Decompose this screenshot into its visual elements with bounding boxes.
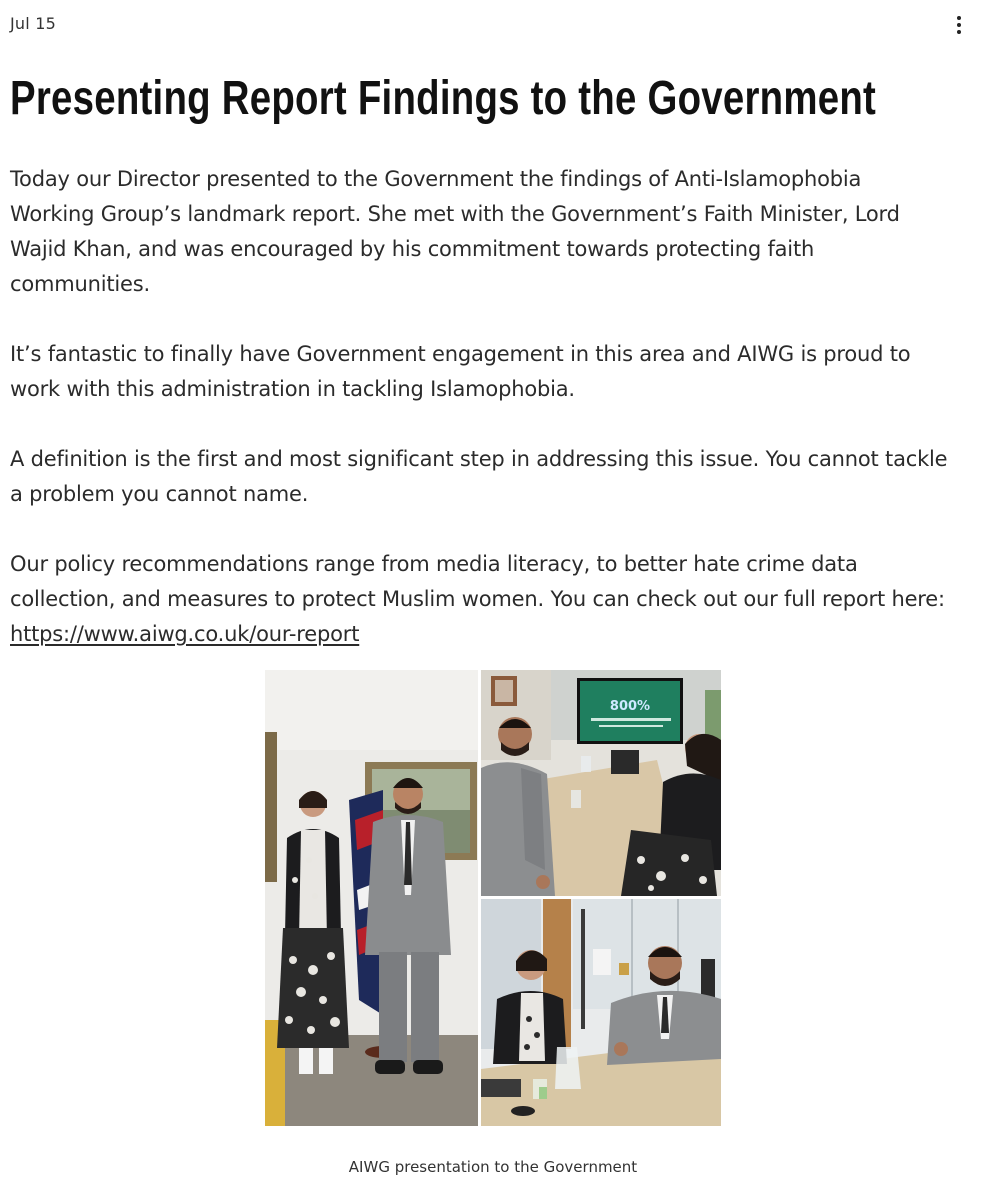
photo-caption: AIWG presentation to the Government bbox=[348, 1158, 638, 1176]
photo-meeting-seated[interactable] bbox=[481, 899, 721, 1126]
more-options-button[interactable] bbox=[944, 12, 974, 38]
post-paragraph-with-link bbox=[10, 547, 950, 652]
post-paragraph: Today our Director presented to the Government the findings of Anti-Islamophobia Working Group’s landmark report. She met with the Government’s Faith Minister, Lord Wajid Khan, and was encouraged by his commitment towards protecting faith communities. bbox=[10, 167, 900, 296]
more-vertical-icon bbox=[957, 16, 961, 20]
paragraph-text: Our policy recommendations range from media literacy, to better hate crime data collection, and measures to protect Muslim women. You can check out our full report here: bbox=[10, 552, 945, 611]
post-date: Jul 15 bbox=[10, 14, 56, 33]
photo-collage[interactable] bbox=[265, 670, 721, 1126]
report-link[interactable]: https://www.aiwg.co.uk/our-report bbox=[10, 622, 360, 646]
screen-stat: 800% bbox=[609, 699, 651, 714]
post-paragraph: It’s fantastic to finally have Government engagement in this area and AIWG is proud to work with this administration in tackling Islamophobia. bbox=[10, 342, 911, 401]
post-body bbox=[10, 162, 950, 687]
post-title: Presenting Report Findings to the Government bbox=[10, 72, 877, 125]
photo-meeting-screen[interactable] bbox=[481, 670, 721, 896]
post-paragraph: A definition is the first and most significant step in addressing this issue. You cannot tackle a problem you cannot name. bbox=[10, 447, 948, 506]
photo-standing-portrait[interactable] bbox=[265, 670, 478, 1126]
